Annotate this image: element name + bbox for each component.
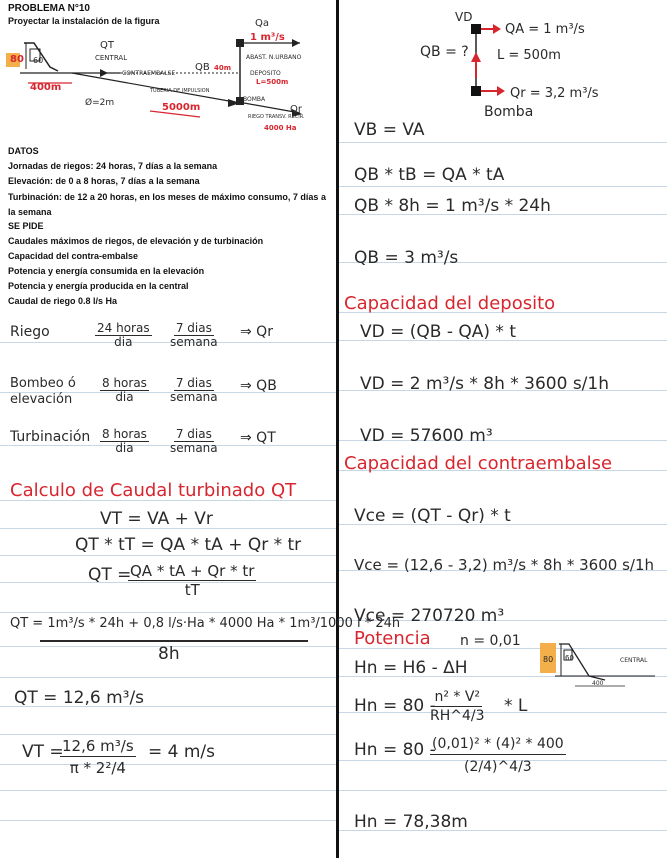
fig-qb-label: QB xyxy=(195,62,210,73)
eq-hn-frac: $\frac{\text{n² * V²}}{RH\^{}4/3}$ xyxy=(430,689,485,724)
calc-title: Calculo de Caudal turbinado QT xyxy=(10,480,297,501)
fig-dist-4000: 4000 Ha xyxy=(264,124,297,132)
bomba-label: Bomba xyxy=(484,104,534,120)
eq-qt-full-den: 8h xyxy=(158,644,180,664)
n-eq: n = 0,01 xyxy=(460,633,521,649)
mini-60: 60 xyxy=(565,654,574,662)
eq-vt-lhs: VT = xyxy=(22,742,64,762)
eq-vce-result: Vce = 270720 m³ xyxy=(354,606,505,626)
ruled-line xyxy=(339,790,667,791)
mini-central: CENTRAL xyxy=(620,657,648,664)
eq-vce: Vce = (QT - Qr) * t xyxy=(354,506,511,526)
ruled-line xyxy=(0,445,336,446)
potencia-title: Potencia xyxy=(354,628,431,649)
fig-qt-label: QT xyxy=(100,40,114,51)
datos-line-4: la semana xyxy=(8,207,52,217)
eq-vd-calc: VD = 2 m³/s * 8h * 3600 s/1h xyxy=(360,374,609,394)
eq-vt-rhs: = 4 m/s xyxy=(148,742,216,762)
eq-vd-result: VD = 57600 m³ xyxy=(360,426,493,446)
fig-contra-label: CONTRAEMBALSE xyxy=(122,70,176,77)
eq-qt-tt: QT * tT = QA * tA + Qr * tr xyxy=(75,535,302,555)
ruled-line xyxy=(0,612,336,613)
turb-q: ⇒ QT xyxy=(240,430,276,446)
cap-contra-title: Capacidad del contraembalse xyxy=(344,453,613,474)
eq-hn-result: Hn = 78,38m xyxy=(354,812,468,832)
problem-title: PROBLEMA N°10 xyxy=(8,3,90,14)
eq-qb-8h: QB * 8h = 1 m³/s * 24h xyxy=(354,196,551,216)
ruled-line xyxy=(0,677,336,678)
datos-line-1: Jornadas de riegos: 24 horas, 7 días a la semana xyxy=(8,161,218,171)
eq-qt-result: QT = 12,6 m³/s xyxy=(14,688,145,708)
datos-heading: DATOS xyxy=(8,146,39,156)
fig-central-label: CENTRAL xyxy=(95,54,128,62)
pide-line-5: Caudal de riego 0.8 l/s Ha xyxy=(8,296,118,306)
fig-depot-length: L=500m xyxy=(256,78,289,86)
qa-eq: QA = 1 m³/s xyxy=(505,22,585,37)
page-divider xyxy=(336,0,339,858)
fig-bomba-label: BOMBA xyxy=(243,96,266,103)
ruled-line xyxy=(0,764,336,765)
fig-dist-40m: 40m xyxy=(214,64,232,72)
l-eq: L = 500m xyxy=(497,48,561,63)
datos-line-2: Elevación: de 0 a 8 horas, 7 días a la semana xyxy=(8,176,200,186)
ruled-line xyxy=(0,342,336,343)
vb-va: VB = VA xyxy=(354,120,425,140)
eq-vce-calc: Vce = (12,6 - 3,2) m³/s * 8h * 3600 s/1h xyxy=(354,556,654,574)
eq-qt-full: QT = 1m³/s * 24h + 0,8 l/s·Ha * 4000 Ha * 1m³/1000 l * 24h xyxy=(10,616,401,631)
eq-vd: VD = (QB - QA) * t xyxy=(360,322,517,342)
bombeo-q: ⇒ QB xyxy=(240,378,277,394)
ruled-line xyxy=(0,734,336,735)
eq-qt-full-bar xyxy=(40,640,308,642)
riego-hours-frac: 24 horas dia xyxy=(97,321,150,349)
vd-label: VD xyxy=(455,10,473,24)
eq-hn2-lhs: Hn = 80 - xyxy=(354,740,436,760)
bombeo-hours-frac: 8 horas dia xyxy=(102,376,147,404)
eq-qb-tb: QB * tB = QA * tA xyxy=(354,165,505,185)
turb-hours-frac: 8 horas dia xyxy=(102,427,147,455)
qb-unknown: QB = ? xyxy=(420,44,469,60)
pide-line-2: Capacidad del contra-embalse xyxy=(8,251,139,261)
riego-q: ⇒ Qr xyxy=(240,324,273,340)
ruled-line xyxy=(339,186,667,187)
fig-tuberia-label: TUBERIA DE IMPULSION xyxy=(150,88,210,94)
eq-vt: VT = VA + Vr xyxy=(100,509,213,529)
eq-hn: Hn = H6 - ΔH xyxy=(354,658,468,678)
bombeo-label: Bombeo ó xyxy=(10,376,76,391)
ruled-line xyxy=(339,142,667,143)
mini-400: 400 xyxy=(592,680,604,687)
ruled-line xyxy=(0,790,336,791)
mini-80: 80 xyxy=(543,655,554,664)
fig-dist-400: 400m xyxy=(30,82,62,93)
fig-riego-label: RIEGO TRANSV. RECIR. xyxy=(248,114,305,120)
datos-line-3: Turbinación: de 12 a 20 horas, en los meses de máximo consumo, 7 días a xyxy=(8,192,326,202)
pide-line-4: Potencia y energía producida en la central xyxy=(8,281,189,291)
turb-days-frac: 7 dias semana xyxy=(170,427,218,455)
fig-height-60: 60 xyxy=(33,56,44,65)
riego-days-frac: 7 dias semana xyxy=(170,321,218,349)
fig-depot-label: DEPOSITO xyxy=(250,70,281,77)
eq-hn-rhs: * L xyxy=(504,696,528,716)
riego-label: Riego xyxy=(10,324,50,340)
eq-hn2-frac: $\frac{\text{(0,01)² * (4)² * 400}}{(2/4)\^{}4/3}$ xyxy=(432,736,564,775)
turb-label: Turbinación xyxy=(10,429,91,445)
fig-height-80: 80 xyxy=(10,54,24,65)
eq-qt-lhs: QT = xyxy=(88,565,132,585)
qr-eq: Qr = 3,2 m³/s xyxy=(510,86,599,101)
fig-qr-label: Qr xyxy=(290,104,302,115)
cap-deposito-title: Capacidad del deposito xyxy=(344,293,556,314)
fig-qa-label: Qa xyxy=(255,18,269,29)
problem-subtitle: Proyectar la instalación de la figura xyxy=(8,16,160,26)
fig-diameter: Ø=2m xyxy=(85,98,115,108)
pide-heading: SE PIDE xyxy=(8,221,44,231)
eq-qt-frac: $\frac{QA * tA + Qr * tr}{tT}$ xyxy=(130,562,255,599)
pide-line-3: Potencia y energía consumida en la elevación xyxy=(8,266,205,276)
depot-node xyxy=(236,39,244,47)
fig-abast-label: ABAST. N.URBANO xyxy=(246,54,302,61)
ruled-line xyxy=(0,555,336,556)
fig-qa-value: 1 m³/s xyxy=(250,32,285,43)
bombeo-days-frac: 7 dias semana xyxy=(170,376,218,404)
ruled-line xyxy=(0,820,336,821)
eq-qb-result: QB = 3 m³/s xyxy=(354,248,459,268)
eq-vt-frac: $\frac{\text{12,6 m³/s}}{\text{π * 2²/4}}$ xyxy=(62,737,134,777)
pide-line-1: Caudales máximos de riegos, de elevación y de turbinación xyxy=(8,236,264,246)
elevacion-label: elevación xyxy=(10,392,73,407)
eq-hn-lhs: Hn = 80 - xyxy=(354,696,436,716)
fig-dist-5000: 5000m xyxy=(162,102,201,113)
